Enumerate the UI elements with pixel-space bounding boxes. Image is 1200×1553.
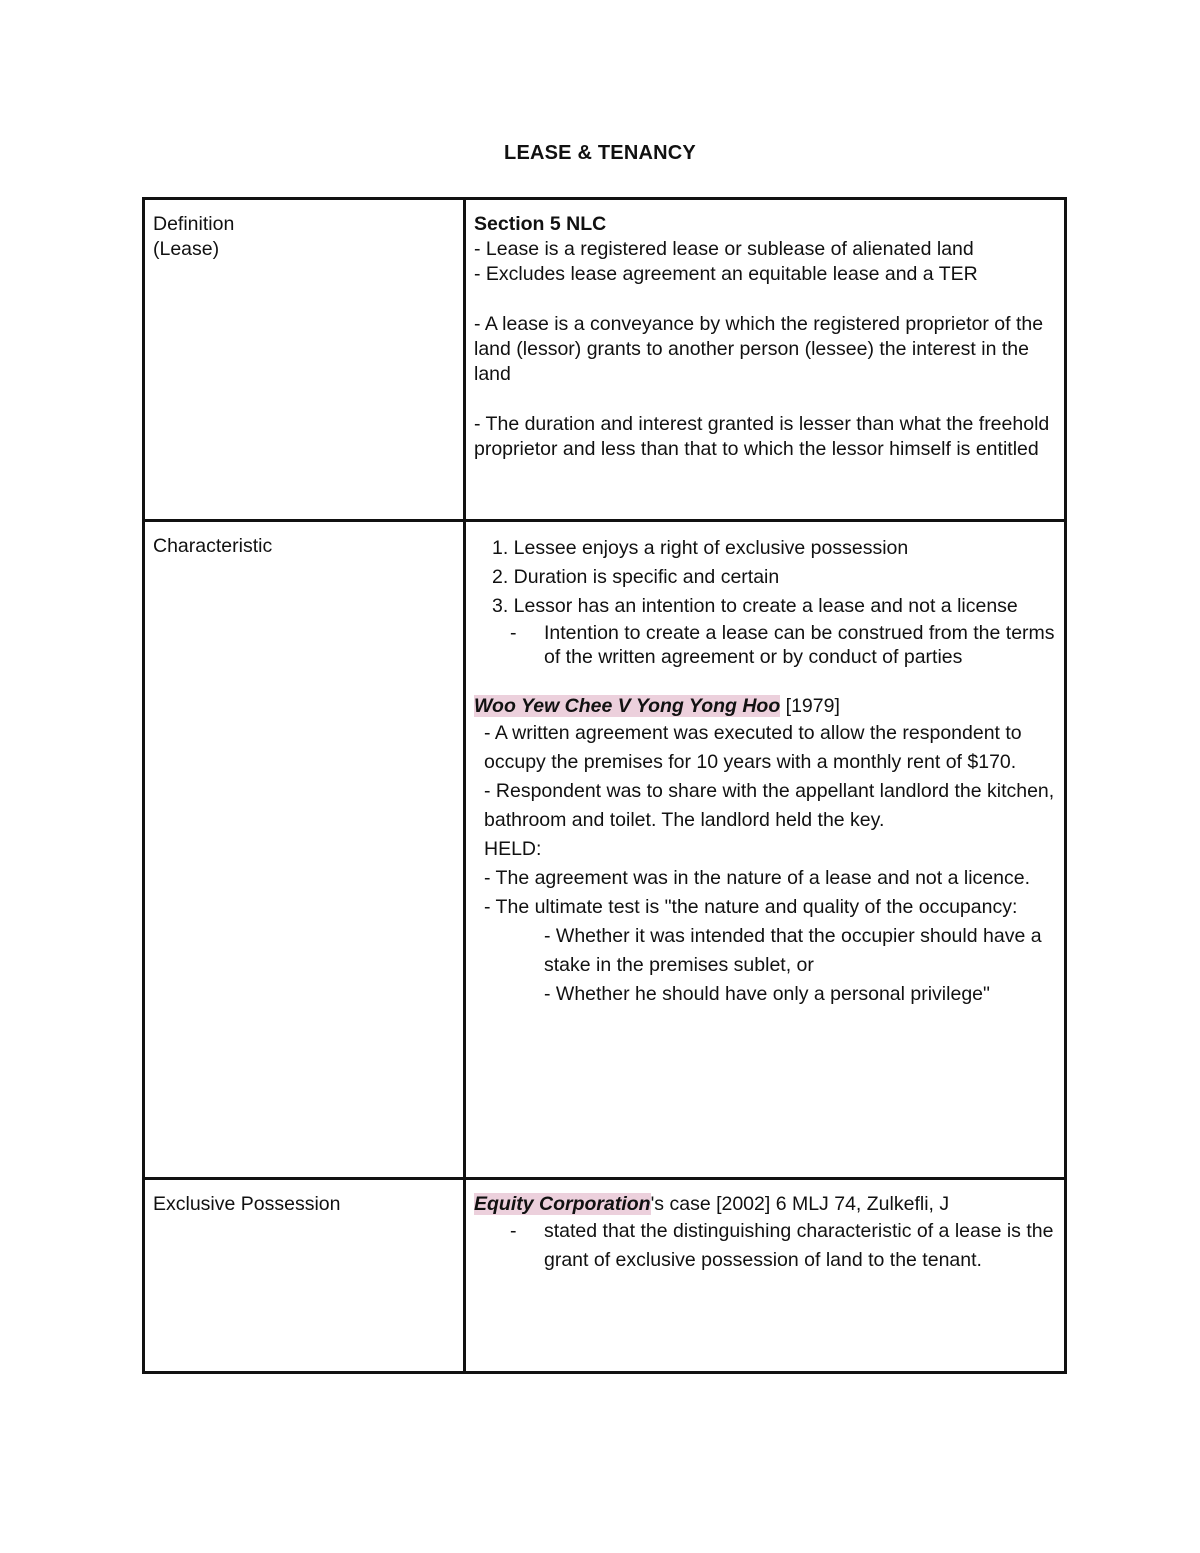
table-row xyxy=(144,199,1066,521)
definition-paragraph: - The duration and interest granted is lesser than what the freehold proprietor and less than that to which the lessor himself is entitled xyxy=(474,413,1050,460)
notes-table xyxy=(142,197,1067,1374)
case-heading xyxy=(474,1192,1056,1217)
row-label-cell xyxy=(144,521,465,1179)
case-sub-notes xyxy=(474,922,1056,1009)
table-row xyxy=(144,1179,1066,1373)
case-line: - Respondent was to share with the appellant landlord the kitchen, bathroom and toilet. The landlord held the key. xyxy=(484,780,1055,831)
case-line: - The agreement was in the nature of a lease and not a licence. xyxy=(484,867,1030,889)
row-label-sub: (Lease) xyxy=(153,238,220,260)
case-citation: [1979] xyxy=(780,695,840,717)
sub-bullet-text: Intention to create a lease can be construed from the terms of the written agreement or by conduct of parties xyxy=(544,622,1055,668)
row-content-cell xyxy=(465,199,1066,521)
case-line: - A written agreement was executed to allow the respondent to occupy the premises for 10 years with a monthly rent of $170. xyxy=(484,722,1022,773)
row-label-cell xyxy=(144,199,465,521)
definition-line: - Excludes lease agreement an equitable lease and a TER xyxy=(474,263,978,285)
sub-bullet-text: stated that the distinguishing characteristic of a lease is the grant of exclusive possession of land to the tenant. xyxy=(544,1220,1054,1271)
case-notes xyxy=(474,719,1056,922)
page-title: LEASE & TENANCY xyxy=(504,142,696,164)
case-heading xyxy=(474,694,1056,719)
case-line: - The ultimate test is "the nature and quality of the occupancy: xyxy=(484,896,1018,918)
section-heading: Section 5 NLC xyxy=(474,213,607,235)
sub-bullet xyxy=(510,621,1056,669)
list-item: 3. Lessor has an intention to create a lease and not a license xyxy=(492,595,1018,617)
dash-bullet-icon: - xyxy=(510,1220,517,1242)
table-row xyxy=(144,521,1066,1179)
case-citation: 's case [2002] 6 MLJ 74, Zulkefli, J xyxy=(650,1193,950,1215)
case-line: HELD: xyxy=(484,838,542,860)
case-name: Equity Corporation xyxy=(474,1193,651,1215)
sub-bullet xyxy=(510,1217,1056,1275)
row-content-cell xyxy=(465,521,1066,1179)
row-content-cell xyxy=(465,1179,1066,1373)
dash-bullet-icon: - xyxy=(510,622,517,644)
case-sub-line: - Whether it was intended that the occupier should have a stake in the premises sublet, or xyxy=(544,925,1042,976)
row-label: Exclusive Possession xyxy=(153,1193,341,1215)
list-item: 2. Duration is specific and certain xyxy=(492,566,780,588)
definition-line: - Lease is a registered lease or sublease of alienated land xyxy=(474,238,974,260)
definition-paragraph: - A lease is a conveyance by which the registered proprietor of the land (lessor) grants to another person (lessee) the interest in the land xyxy=(474,313,1044,385)
case-name: Woo Yew Chee V Yong Yong Hoo xyxy=(474,695,781,717)
numbered-list xyxy=(474,534,1056,621)
case-sub-line: - Whether he should have only a personal privilege" xyxy=(544,983,990,1005)
list-item: 1. Lessee enjoys a right of exclusive possession xyxy=(492,537,909,559)
row-label: Characteristic xyxy=(153,535,273,557)
row-label: Definition xyxy=(153,213,235,235)
row-label-cell xyxy=(144,1179,465,1373)
